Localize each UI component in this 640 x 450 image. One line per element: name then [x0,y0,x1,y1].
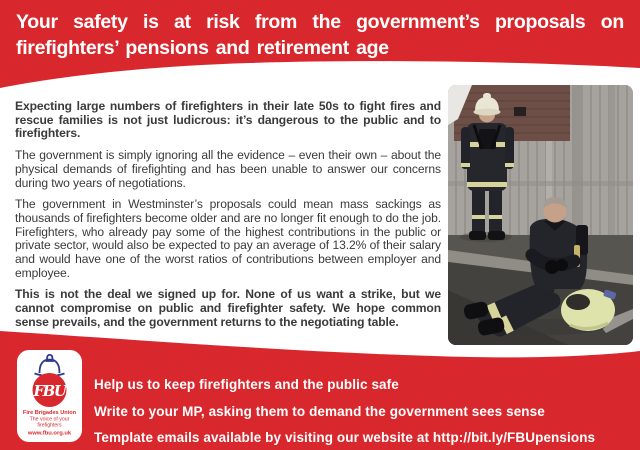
firefighters-photo-art [448,85,633,345]
firefighters-photo [448,85,633,345]
paragraph: The government is simply ignoring all the evidence – even their own – about the physical demands of firefighting and has been unable to answer our concerns during two years of negotiations. [15,148,441,190]
paragraph: This is not the deal we signed up for. None of us want a strike, but we cannot compromise on public and firefighter safety. We hope common sense prevails, and the government returns to the negotiating table. [15,287,441,329]
fbu-logo [17,350,82,442]
body-text [15,100,441,338]
footer-call-to-action [94,372,595,450]
footer-line: Help us to keep firefighters and the public safe [94,377,399,392]
page-title: Your safety is at risk from the government’s proposals on firefighters’ pensions and retirement age [16,11,624,59]
logo-org-name: Fire Brigades Union [22,410,77,416]
logo-website: www.fbu.org.uk [27,430,72,437]
paragraph: The government in Westminster’s proposals could mean mass sackings as thousands of firefighters become older and are no longer fit enough to do the job. Firefighters, who already pay some of the highest contributions in the public or private sector, would also be expected to pay an average of 13.2% of their salary and would have one of the worst ratios of contributions between employer and employee. [15,197,441,280]
footer-line: Write to your MP, asking them to demand the government sees sense [94,403,545,419]
logo-tagline-1: The voice of your [29,416,70,423]
footer-line-url: Template emails available by visiting our website at http://bit.ly/FBUpensions [94,430,596,445]
fbu-monogram: FBU [33,382,66,400]
paragraph: Expecting large numbers of firefighters in their late 50s to fight fires and rescue families is not just ludicrous: it’s dangerous to the public and to firefighters. [15,99,441,141]
fbu-logo-art [17,350,82,442]
logo-tagline-2: firefighters [37,422,62,429]
